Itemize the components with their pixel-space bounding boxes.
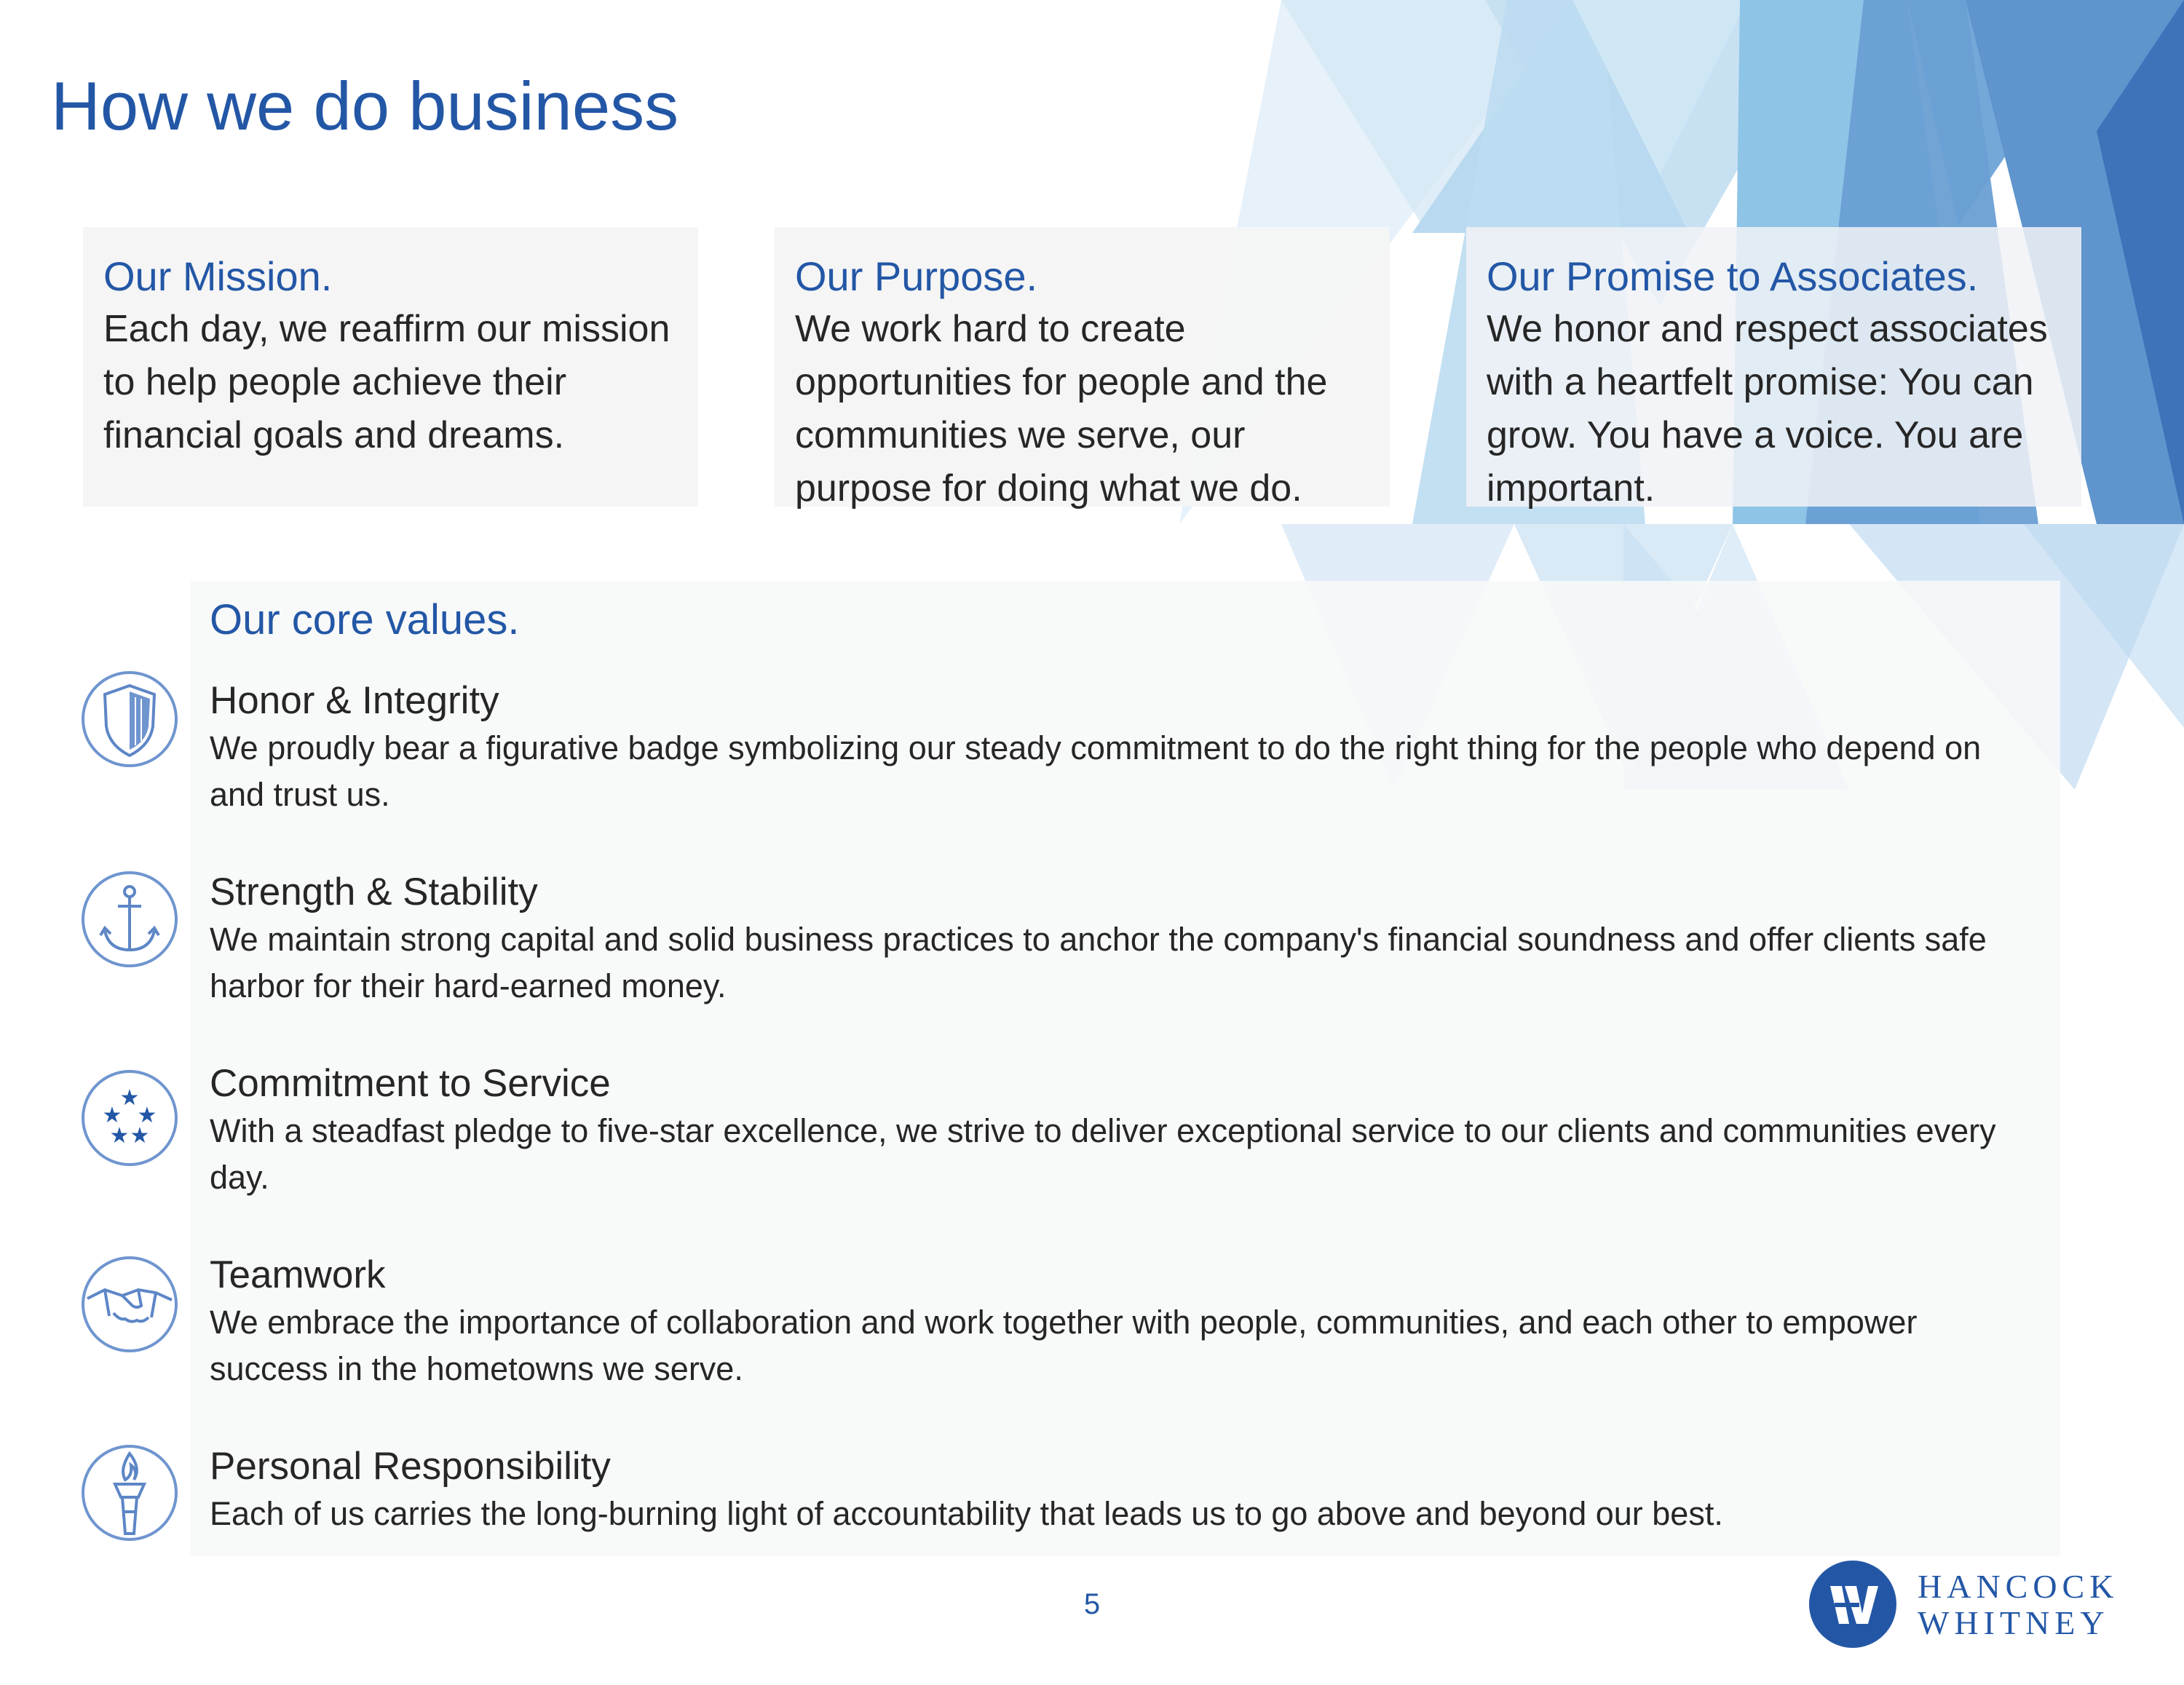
value-strength-stability bbox=[210, 868, 2030, 1010]
svg-text:★: ★ bbox=[109, 1123, 130, 1149]
value-description: We maintain strong capital and solid business practices to anchor the company's financial soundness and offer clients safe harbor for their hard-earned money. bbox=[210, 921, 1987, 1004]
purpose-text: We work hard to create opportunities for people and the communities we serve, our purpose for doing what we do. bbox=[795, 308, 1328, 510]
value-title: Commitment to Service bbox=[210, 1062, 611, 1105]
mission-heading: Our Mission. bbox=[103, 253, 333, 299]
mission-text: Each day, we reaffirm our mission to help people achieve their financial goals and dreams. bbox=[103, 308, 670, 456]
torch-icon bbox=[80, 1443, 179, 1542]
value-personal-responsibility bbox=[210, 1443, 2030, 1537]
mission-card bbox=[83, 227, 698, 507]
value-honor-integrity bbox=[210, 677, 2030, 818]
svg-text:★: ★ bbox=[137, 1103, 157, 1128]
svg-text:★: ★ bbox=[130, 1123, 150, 1149]
svg-text:★: ★ bbox=[102, 1103, 122, 1128]
purpose-card bbox=[775, 227, 1390, 510]
value-title: Strength & Stability bbox=[210, 871, 538, 913]
page-title: How we do business bbox=[51, 68, 679, 144]
anchor-icon bbox=[80, 870, 179, 969]
promise-heading: Our Promise to Associates. bbox=[1487, 253, 1979, 299]
purpose-heading: Our Purpose. bbox=[795, 253, 1038, 299]
value-description: We proudly bear a figurative badge symbolizing our steady commitment to do the right thing for the people who depend on and trust us. bbox=[210, 729, 1982, 813]
promise-text: We honor and respect associates with a heartfelt promise: You can grow. You have a voice. You are important. bbox=[1487, 308, 2048, 510]
promise-card bbox=[1466, 227, 2081, 510]
value-title: Honor & Integrity bbox=[210, 679, 499, 722]
logo-wordmark bbox=[1918, 1569, 2118, 1641]
value-description: With a steadfast pledge to five-star excellence, we strive to deliver exceptional service to our clients and communities every day. bbox=[210, 1112, 1996, 1196]
stars-icon bbox=[80, 1069, 179, 1167]
logo-line-2: WHITNEY bbox=[1918, 1604, 2110, 1641]
page-number: 5 bbox=[1083, 1588, 1101, 1620]
value-description: We embrace the importance of collaboration and work together with people, communities, and each other to empower success in the hometowns we serve. bbox=[210, 1304, 1918, 1387]
value-title: Teamwork bbox=[210, 1253, 386, 1296]
value-title: Personal Responsibility bbox=[210, 1445, 611, 1488]
value-description: Each of us carries the long-burning light of accountability that leads us to go above and beyond our best. bbox=[210, 1495, 1723, 1532]
svg-text:★: ★ bbox=[119, 1085, 140, 1111]
value-commitment-to-service bbox=[210, 1060, 2030, 1201]
logo-line-1: HANCOCK bbox=[1918, 1568, 2119, 1605]
shield-icon bbox=[80, 670, 179, 769]
handshake-icon bbox=[80, 1255, 179, 1354]
core-values-heading: Our core values. bbox=[210, 596, 520, 643]
hancock-whitney-logo-icon bbox=[1808, 1560, 1897, 1649]
value-teamwork bbox=[210, 1251, 2030, 1392]
